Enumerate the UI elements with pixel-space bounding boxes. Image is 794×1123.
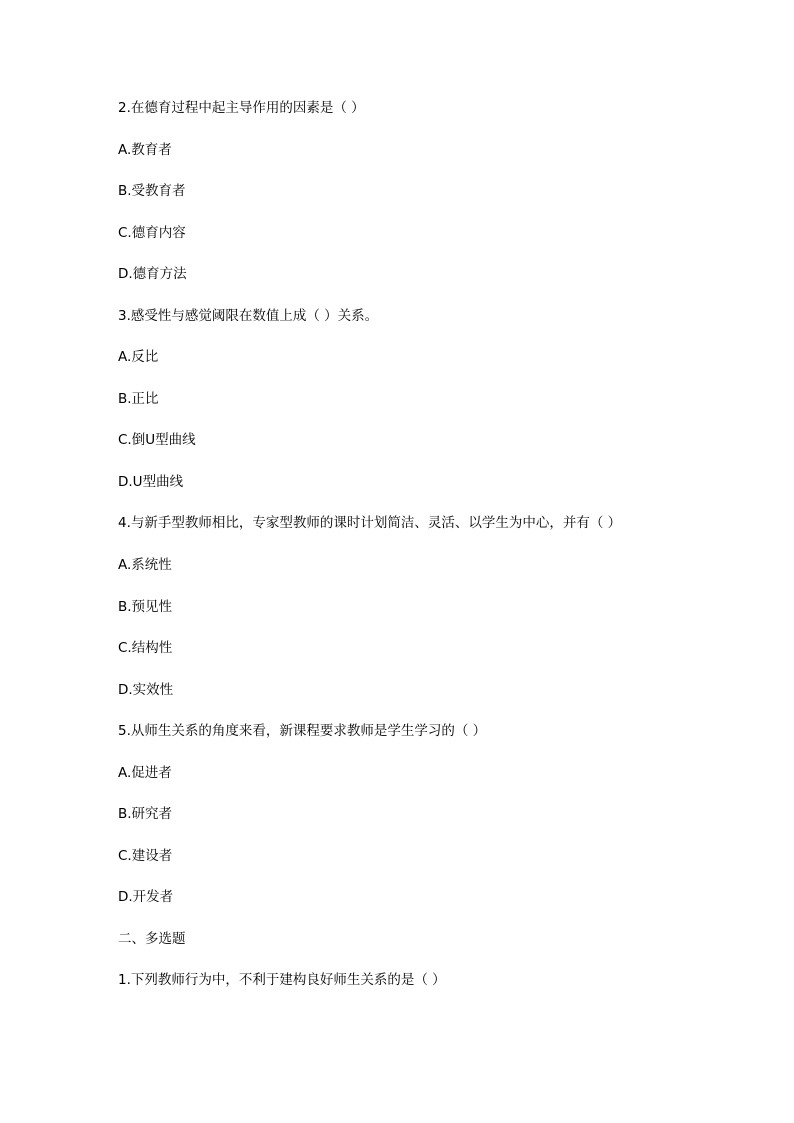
section-heading-multiple-choice: 二、多选题	[118, 931, 186, 947]
question-4-option-d: D.实效性	[118, 682, 174, 698]
question-4-stem: 4.与新手型教师相比，专家型教师的课时计划简洁、灵活、以学生为中心，并有（ ）	[118, 515, 622, 531]
question-2-option-b: B.受教育者	[118, 183, 186, 199]
question-5-option-d: D.开发者	[118, 889, 174, 905]
question-3-option-a: A.反比	[118, 349, 159, 365]
question-2-stem: 2.在德育过程中起主导作用的因素是（ ）	[118, 100, 365, 116]
question-5-option-c: C.建设者	[118, 848, 173, 864]
question-3-option-d: D.U型曲线	[118, 474, 184, 490]
question-2-option-a: A.教育者	[118, 142, 172, 158]
question-2-option-d: D.德育方法	[118, 266, 187, 282]
question-3-option-b: B.正比	[118, 391, 159, 407]
question-4-option-c: C.结构性	[118, 640, 173, 656]
multi-question-1-stem: 1.下列教师行为中，不利于建构良好师生关系的是（ ）	[118, 972, 446, 988]
question-5-stem: 5.从师生关系的角度来看，新课程要求教师是学生学习的（ ）	[118, 723, 487, 739]
question-4-option-a: A.系统性	[118, 557, 172, 573]
question-2-option-c: C.德育内容	[118, 225, 186, 241]
question-3-option-c: C.倒U型曲线	[118, 432, 196, 448]
question-4-option-b: B.预见性	[118, 599, 173, 615]
question-5-option-b: B.研究者	[118, 806, 173, 822]
question-3-stem: 3.感受性与感觉阈限在数值上成（ ）关系。	[118, 308, 379, 324]
question-5-option-a: A.促进者	[118, 765, 172, 781]
